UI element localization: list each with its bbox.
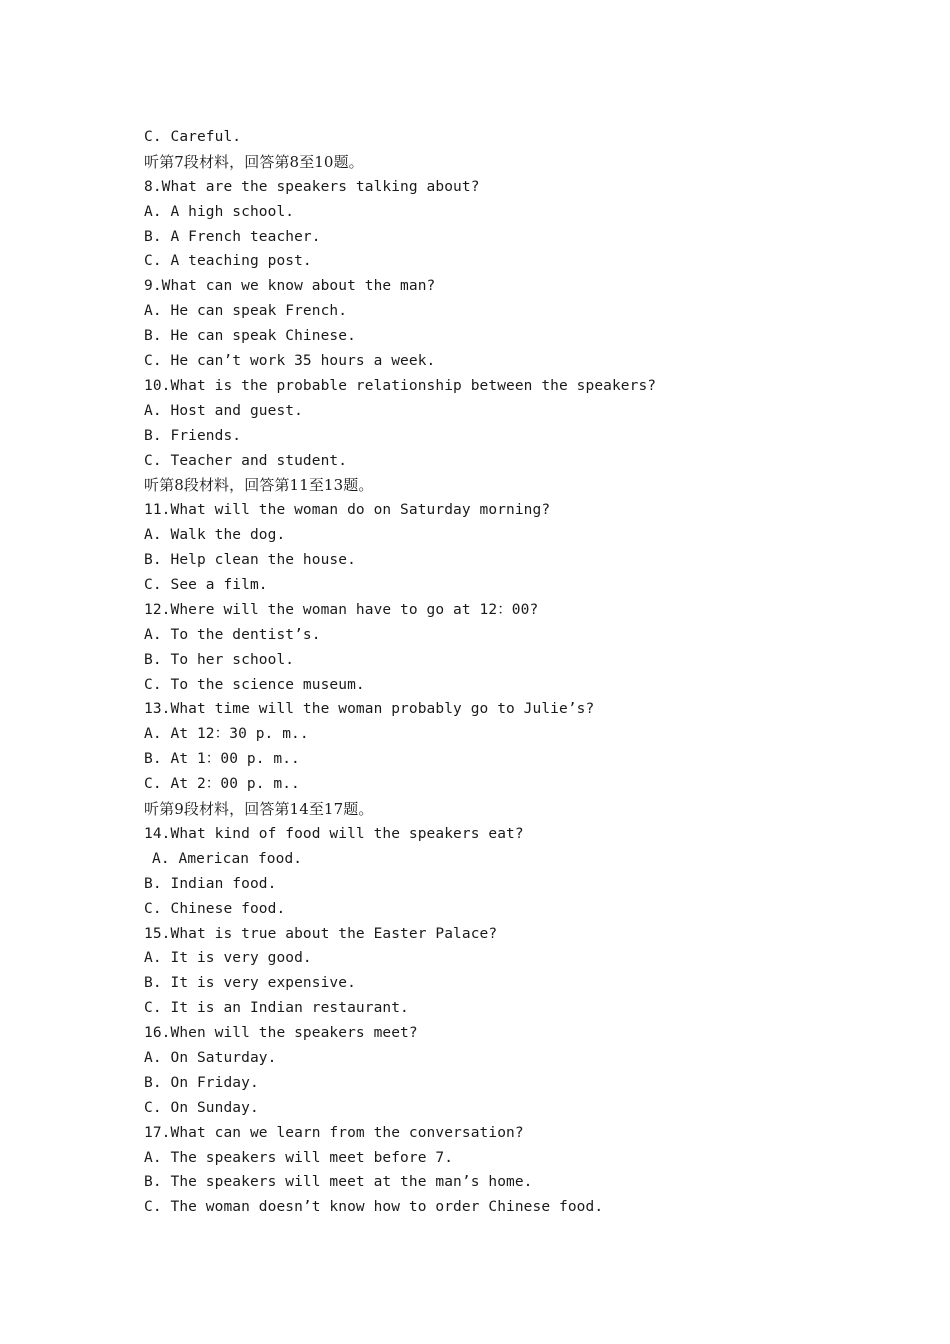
answer-option: B. Friends. — [144, 427, 242, 444]
document-page — [144, 125, 844, 1220]
answer-option: B. To her school. — [144, 651, 295, 668]
answer-option: A. To the dentist’s. — [144, 626, 321, 643]
answer-option: A. Walk the dog. — [144, 527, 286, 544]
answer-option: B. On Friday. — [144, 1074, 259, 1091]
answer-option: B. The speakers will meet at the man’s home. — [144, 1174, 533, 1191]
section-heading: 听第7段材料，回答第8至10题。 — [144, 152, 364, 171]
answer-option: C. Teacher and student. — [144, 452, 348, 469]
answer-option: B. A French teacher. — [144, 228, 321, 245]
answer-option: B. It is very expensive. — [144, 975, 356, 992]
answer-option: A. It is very good. — [144, 950, 312, 967]
answer-option: C. He can’t work 35 hours a week. — [144, 353, 436, 370]
section-heading: 听第9段材料，回答第14至17题。 — [144, 800, 374, 819]
question-text: 9.What can we know about the man? — [144, 278, 436, 295]
answer-option: C. It is an Indian restaurant. — [144, 1000, 409, 1017]
answer-option: C. To the science museum. — [144, 676, 365, 693]
answer-option: A. The speakers will meet before 7. — [144, 1149, 454, 1166]
answer-option: C. See a film. — [144, 577, 268, 594]
answer-option: B. Indian food. — [144, 875, 277, 892]
answer-option: A. A high school. — [144, 203, 295, 220]
question-text: 12.Where will the woman have to go at 12：00? — [144, 601, 539, 618]
question-text: 17.What can we learn from the conversation? — [144, 1124, 524, 1141]
question-text: 10.What is the probable relationship between the speakers? — [144, 377, 657, 394]
answer-option: C. At 2：00 p. m.. — [144, 776, 300, 793]
question-text: 15.What is true about the Easter Palace? — [144, 925, 498, 942]
answer-option: A. Host and guest. — [144, 402, 303, 419]
question-text: 11.What will the woman do on Saturday morning? — [144, 502, 551, 519]
answer-option: A. At 12：30 p. m.. — [144, 726, 309, 743]
answer-option: C. Chinese food. — [144, 900, 286, 917]
answer-option: C. On Sunday. — [144, 1099, 259, 1116]
question-text: 13.What time will the woman probably go to Julie’s? — [144, 701, 595, 718]
answer-option: C. The woman doesn’t know how to order Chinese food. — [144, 1199, 604, 1216]
answer-option: B. At 1：00 p. m.. — [144, 751, 300, 768]
answer-option: B. Help clean the house. — [144, 552, 356, 569]
answer-option: A. He can speak French. — [144, 303, 348, 320]
question-text: 16.When will the speakers meet? — [144, 1025, 418, 1042]
answer-option: A. On Saturday. — [144, 1049, 277, 1066]
answer-option: C. A teaching post. — [144, 253, 312, 270]
answer-option: A. American food. — [152, 850, 303, 867]
question-text: 8.What are the speakers talking about? — [144, 178, 480, 195]
section-heading: 听第8段材料，回答第11至13题。 — [144, 476, 374, 495]
answer-option: B. He can speak Chinese. — [144, 328, 356, 345]
question-text: 14.What kind of food will the speakers eat? — [144, 825, 524, 842]
text-line: C. Careful. — [144, 129, 242, 145]
